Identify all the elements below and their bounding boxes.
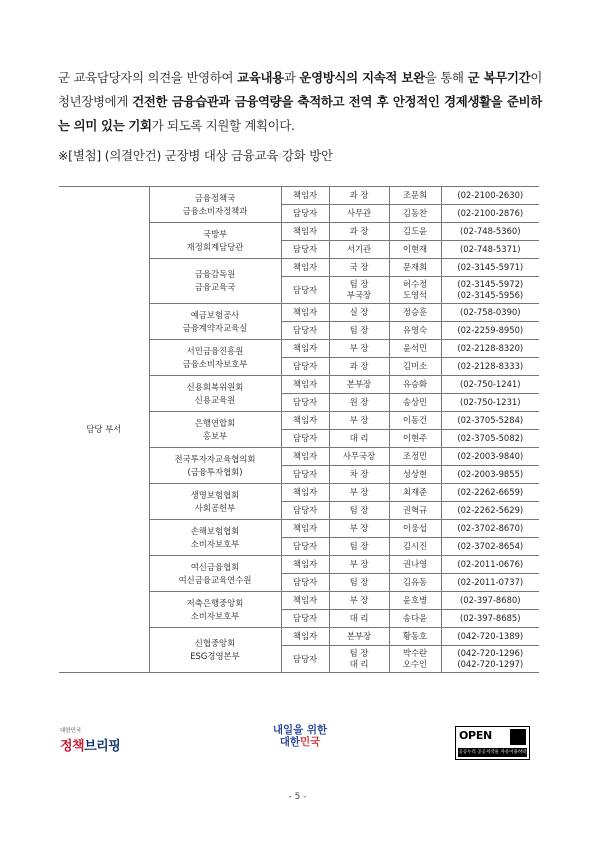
contact-title: 팀 장 부국장 — [329, 277, 389, 304]
contact-role: 책임자 — [281, 628, 329, 646]
contact-phone: (02-3145-5971) — [441, 259, 539, 277]
organization-name: 손해보험협회 소비자보호부 — [149, 520, 281, 556]
contact-title: 팀 장 대 리 — [329, 646, 389, 673]
contact-name: 김유동 — [389, 574, 441, 592]
contact-role: 책임자 — [281, 520, 329, 538]
contact-title: 과 장 — [329, 187, 389, 205]
contact-phone: (02-758-0390) — [441, 304, 539, 322]
contact-name: 조정민 — [389, 448, 441, 466]
contact-role: 담당자 — [281, 241, 329, 259]
organization-name: 서민금융진흥원 금융소비자보호부 — [149, 340, 281, 376]
contact-phone: (042-720-1389) — [441, 628, 539, 646]
contact-role: 책임자 — [281, 223, 329, 241]
attachment-note: ※[별첨] (의결안건) 군장병 대상 금융교육 강화 방안 — [58, 148, 333, 163]
contact-phone: (02-2003-9855) — [441, 466, 539, 484]
contact-phone: (02-2262-6659) — [441, 484, 539, 502]
organization-name: 금융감독원 금융교육국 — [149, 259, 281, 304]
intro-text-1: 군 교육담당자의 의견을 반영하여 — [58, 70, 238, 85]
organization-name: 국방부 재정회계담당관 — [149, 223, 281, 259]
contact-role: 책임자 — [281, 448, 329, 466]
contact-table-body — [59, 187, 539, 673]
contact-name: 윤호병 — [389, 592, 441, 610]
contact-name: 유승화 — [389, 376, 441, 394]
contact-phone: (02-2100-2876) — [441, 205, 539, 223]
organization-name: 전국투자자교육협의회 (금융투자협회) — [149, 448, 281, 484]
contact-phone: (02-3705-5082) — [441, 430, 539, 448]
intro-text-2: 과 — [283, 70, 300, 85]
policy-briefing-logo-main — [60, 735, 130, 754]
open-license-icon — [510, 729, 526, 745]
contact-name: 성상현 — [389, 466, 441, 484]
contact-role: 담당자 — [281, 466, 329, 484]
contact-title: 본부장 — [329, 376, 389, 394]
contact-name: 이현재 — [389, 241, 441, 259]
contact-role: 담당자 — [281, 322, 329, 340]
korea-brand-logo — [265, 724, 335, 764]
contact-role: 담당자 — [281, 205, 329, 223]
policy-briefing-logo-b: 브리핑 — [84, 739, 121, 754]
contact-phone: (02-397-8685) — [441, 610, 539, 628]
contact-role: 담당자 — [281, 394, 329, 412]
policy-briefing-logo-small: 대한민국 — [60, 728, 82, 734]
contact-table — [59, 186, 539, 673]
organization-name: 은행연합회 홍보부 — [149, 412, 281, 448]
contact-name: 송다윤 — [389, 610, 441, 628]
contact-name: 송상민 — [389, 394, 441, 412]
organization-name: 금융정책국 금융소비자정책과 — [149, 187, 281, 223]
contact-phone: (02-750-1231) — [441, 394, 539, 412]
contact-row — [59, 187, 539, 205]
organization-name: 신용회복위원회 신용교육원 — [149, 376, 281, 412]
contact-title: 원 장 — [329, 394, 389, 412]
contact-title: 부 장 — [329, 556, 389, 574]
contact-role: 담당자 — [281, 430, 329, 448]
contact-phone: (02-2011-0676) — [441, 556, 539, 574]
contact-title: 부 장 — [329, 340, 389, 358]
contact-phone: (02-2128-8320) — [441, 340, 539, 358]
contact-name: 김도윤 — [389, 223, 441, 241]
contact-title: 부 장 — [329, 412, 389, 430]
contact-name: 이현주 — [389, 430, 441, 448]
contact-role: 책임자 — [281, 484, 329, 502]
contact-phone: (02-2003-9840) — [441, 448, 539, 466]
contact-title: 본부장 — [329, 628, 389, 646]
page-number: - 5 - — [288, 792, 307, 802]
open-license-label: OPEN — [459, 729, 492, 742]
intro-bold-2: 운영방식의 지속적 보완 — [299, 70, 425, 85]
contact-title: 차 장 — [329, 466, 389, 484]
contact-phone: (02-748-5371) — [441, 241, 539, 259]
contact-title: 부 장 — [329, 592, 389, 610]
korea-brand-logo-a: 대한 — [279, 736, 300, 748]
contact-title: 팀 장 — [329, 502, 389, 520]
contact-role: 책임자 — [281, 187, 329, 205]
policy-briefing-logo — [60, 726, 130, 760]
korea-brand-logo-b: 민국 — [300, 736, 321, 748]
intro-bold-4: 건전한 금융습관과 금융역량을 축적하고 전역 후 안정적인 경제생활을 준비하는 의미 있는 기회 — [58, 94, 543, 133]
korea-brand-logo-line1: 내일을 위한 — [272, 724, 328, 736]
contact-title: 부 장 — [329, 520, 389, 538]
contact-role: 담당자 — [281, 358, 329, 376]
intro-bold-1: 교육내용 — [237, 70, 284, 85]
organization-name: 생명보험협회 사회공헌부 — [149, 484, 281, 520]
intro-paragraph — [58, 66, 542, 138]
contact-phone: (02-3145-5972) (02-3145-5956) — [441, 277, 539, 304]
contact-name: 김동찬 — [389, 205, 441, 223]
contact-role: 책임자 — [281, 259, 329, 277]
contact-phone: (02-750-1241) — [441, 376, 539, 394]
contact-role: 담당자 — [281, 538, 329, 556]
footer-logos — [0, 726, 595, 766]
contact-phone: (02-2128-8333) — [441, 358, 539, 376]
contact-title: 사무관 — [329, 205, 389, 223]
korea-brand-logo-line2 — [265, 736, 335, 748]
contact-name: 권나영 — [389, 556, 441, 574]
contact-name: 최재준 — [389, 484, 441, 502]
contact-title: 서기관 — [329, 241, 389, 259]
contact-title: 팀 장 — [329, 322, 389, 340]
contact-role: 책임자 — [281, 376, 329, 394]
contact-name: 이동건 — [389, 412, 441, 430]
contact-name: 이웅섭 — [389, 520, 441, 538]
contact-role: 책임자 — [281, 412, 329, 430]
organization-name: 신협중앙회 ESG경영본부 — [149, 628, 281, 673]
contact-phone: (02-2100-2630) — [441, 187, 539, 205]
contact-title: 실 장 — [329, 304, 389, 322]
contact-name: 박수란 오수인 — [389, 646, 441, 673]
contact-title: 과 장 — [329, 223, 389, 241]
contact-role: 담당자 — [281, 574, 329, 592]
contact-phone: (02-3702-8670) — [441, 520, 539, 538]
contact-title: 부 장 — [329, 484, 389, 502]
contact-name: 김미소 — [389, 358, 441, 376]
contact-role: 책임자 — [281, 340, 329, 358]
contact-role: 책임자 — [281, 556, 329, 574]
contact-name: 허수정 도영석 — [389, 277, 441, 304]
organization-name: 예금보험공사 금융계약자교육실 — [149, 304, 281, 340]
contact-role: 담당자 — [281, 610, 329, 628]
contact-title: 대 리 — [329, 610, 389, 628]
contact-title: 팀 장 — [329, 574, 389, 592]
contact-role: 담당자 — [281, 277, 329, 304]
intro-text-5: 가 되도록 지원할 계획이다. — [151, 118, 295, 133]
intro-text-3: 을 통해 — [424, 70, 468, 85]
open-license-logo — [455, 726, 530, 760]
intro-text-4: 이 청년장병에게 — [58, 70, 542, 109]
contact-role: 담당자 — [281, 502, 329, 520]
contact-name: 윤석민 — [389, 340, 441, 358]
department-label: 담당 부서 — [59, 187, 149, 673]
contact-title: 사무국장 — [329, 448, 389, 466]
contact-title: 팀 장 — [329, 538, 389, 556]
contact-title: 국 장 — [329, 259, 389, 277]
contact-name: 황동호 — [389, 628, 441, 646]
contact-role: 책임자 — [281, 304, 329, 322]
policy-briefing-logo-a: 정책 — [60, 739, 85, 754]
organization-name: 여신금융협회 여신금융교육연수원 — [149, 556, 281, 592]
intro-bold-3: 군 복무기간 — [467, 70, 531, 85]
organization-name: 저축은행중앙회 소비자보호부 — [149, 592, 281, 628]
contact-phone: (02-748-5360) — [441, 223, 539, 241]
contact-phone: (02-2259-8950) — [441, 322, 539, 340]
contact-name: 권혁규 — [389, 502, 441, 520]
contact-role: 담당자 — [281, 646, 329, 673]
contact-title: 과 장 — [329, 358, 389, 376]
contact-name: 정승훈 — [389, 304, 441, 322]
contact-title: 대 리 — [329, 430, 389, 448]
contact-name: 김시진 — [389, 538, 441, 556]
open-license-bar: 공공누리 공공저작물 자유이용허락 — [458, 750, 527, 755]
contact-phone: (042-720-1296) (042-720-1297) — [441, 646, 539, 673]
contact-name: 문재희 — [389, 259, 441, 277]
contact-phone: (02-2011-0737) — [441, 574, 539, 592]
contact-phone: (02-397-8680) — [441, 592, 539, 610]
contact-phone: (02-2262-5629) — [441, 502, 539, 520]
contact-phone: (02-3705-5284) — [441, 412, 539, 430]
contact-role: 책임자 — [281, 592, 329, 610]
contact-name: 조문희 — [389, 187, 441, 205]
contact-name: 유영숙 — [389, 322, 441, 340]
contact-phone: (02-3702-8654) — [441, 538, 539, 556]
